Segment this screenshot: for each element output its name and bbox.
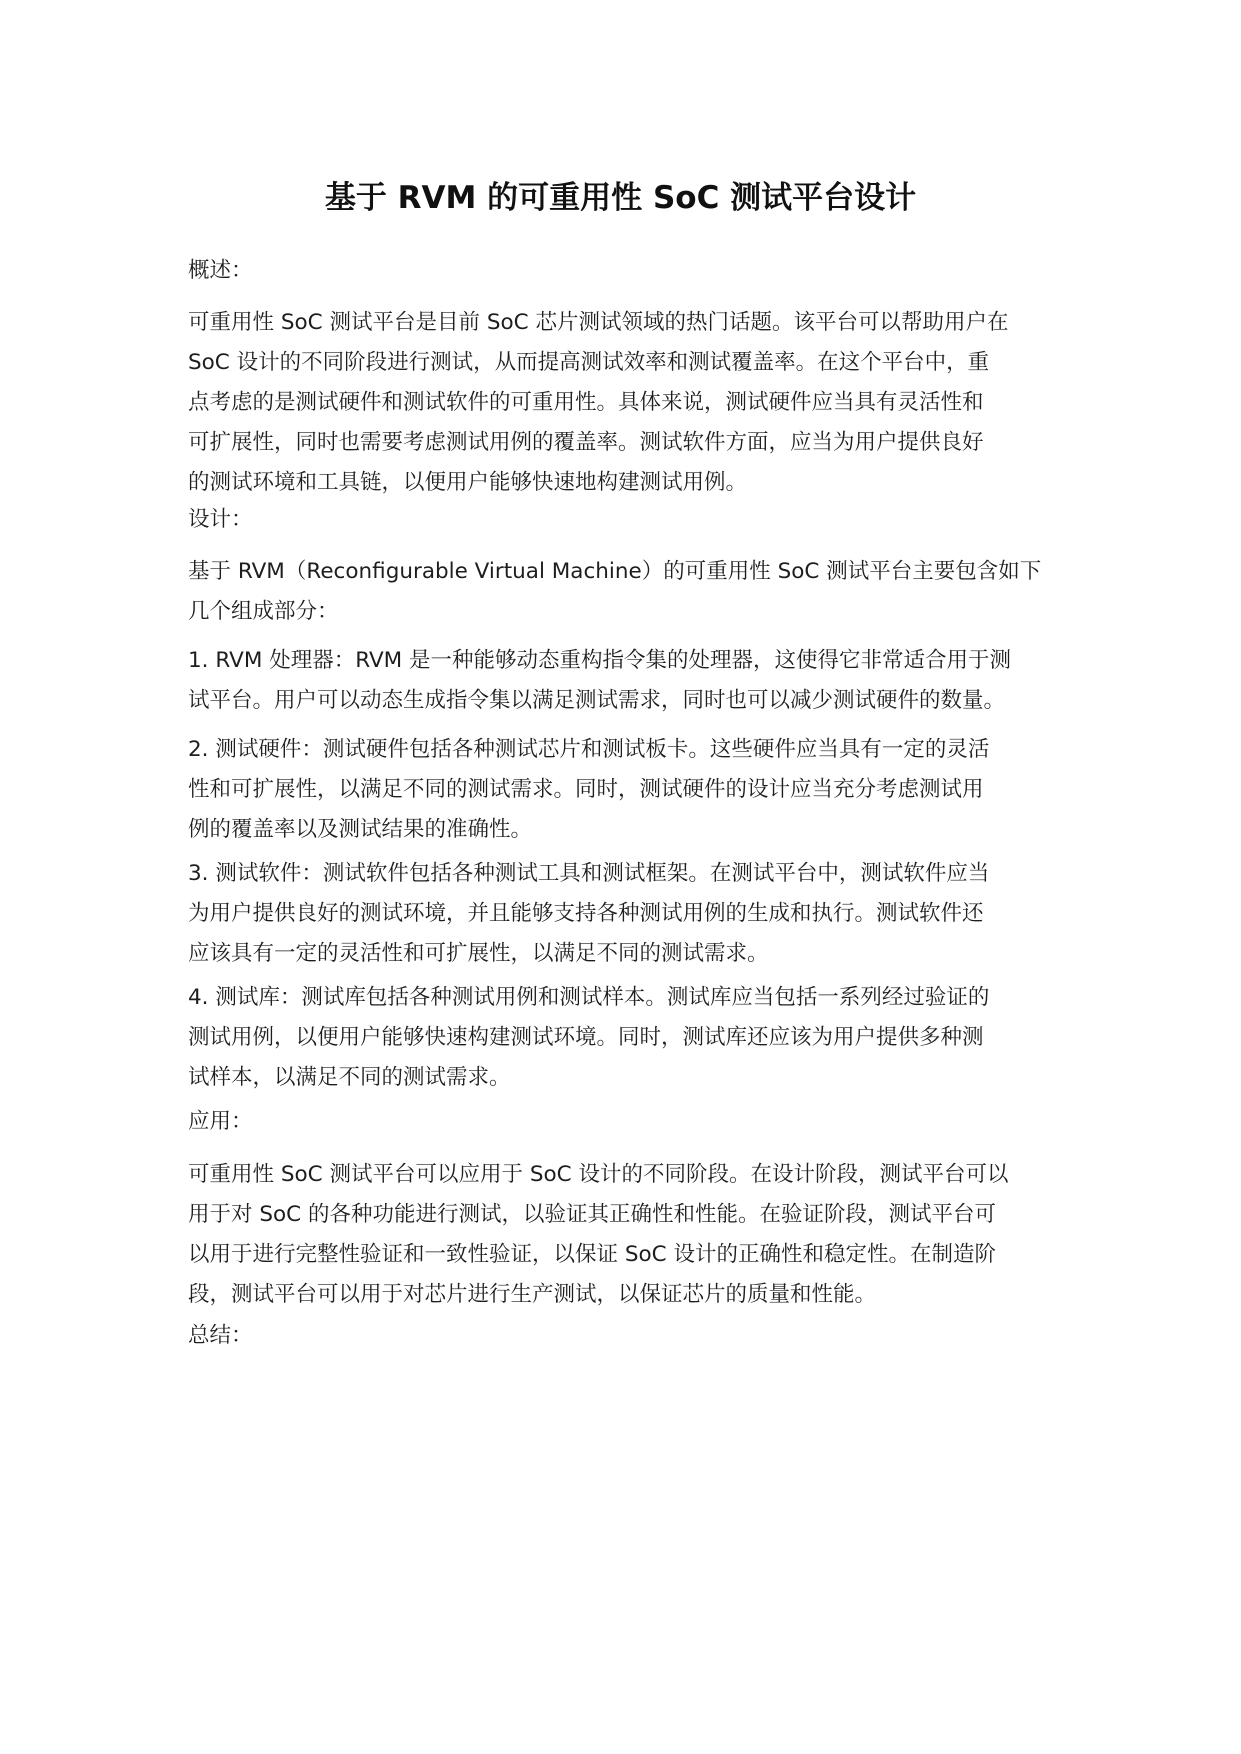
paragraph-line: 可重用性 SoC 测试平台是目前 SoC 芯片测试领域的热门话题。该平台可以帮助用户在: [188, 310, 1009, 335]
section-heading: 设计：: [188, 507, 253, 532]
paragraph-line: 几个组成部分：: [188, 599, 339, 624]
design-intro-paragraph: [188, 552, 1068, 632]
paragraph-line: 3. 测试软件：测试软件包括各种测试工具和测试框架。在测试平台中，测试软件应当: [188, 861, 990, 886]
paragraph-line: 试平台。用户可以动态生成指令集以满足测试需求，同时也可以减少测试硬件的数量。: [188, 688, 1006, 713]
design-item-1: [188, 641, 1068, 721]
paragraph-line: 段，测试平台可以用于对芯片进行生产测试，以保证芯片的质量和性能。: [188, 1282, 877, 1307]
paragraph-line: 试样本，以满足不同的测试需求。: [188, 1065, 511, 1090]
design-item-3: [188, 854, 1068, 974]
application-paragraph: [188, 1155, 1068, 1315]
application-heading: [188, 1102, 1068, 1142]
document-title: 基于 RVM 的可重用性 SoC 测试平台设计: [324, 180, 917, 216]
paragraph-line: 4. 测试库：测试库包括各种测试用例和测试样本。测试库应当包括一系列经过验证的: [188, 985, 990, 1010]
section-heading: 总结：: [188, 1323, 253, 1348]
overview-paragraph: [188, 303, 1068, 503]
paragraph-line: 应该具有一定的灵活性和可扩展性，以满足不同的测试需求。: [188, 941, 769, 966]
design-item-2: [188, 730, 1068, 850]
paragraph-line: 例的覆盖率以及测试结果的准确性。: [188, 817, 533, 842]
design-heading: [188, 500, 1068, 540]
paragraph-line: SoC 设计的不同阶段进行测试，从而提高测试效率和测试覆盖率。在这个平台中，重: [188, 350, 990, 375]
paragraph-line: 用于对 SoC 的各种功能进行测试，以验证其正确性和性能。在验证阶段，测试平台可: [188, 1202, 996, 1227]
paragraph-line: 以用于进行完整性验证和一致性验证，以保证 SoC 设计的正确性和稳定性。在制造阶: [188, 1242, 996, 1267]
overview-heading: [188, 251, 1068, 291]
paragraph-line: 1. RVM 处理器：RVM 是一种能够动态重构指令集的处理器，这使得它非常适合用于测: [188, 648, 1012, 673]
paragraph-line: 点考虑的是测试硬件和测试软件的可重用性。具体来说，测试硬件应当具有灵活性和: [188, 390, 984, 415]
design-item-4: [188, 978, 1068, 1098]
section-heading: 应用：: [188, 1109, 253, 1134]
summary-heading: [188, 1316, 1068, 1356]
paragraph-line: 可扩展性，同时也需要考虑测试用例的覆盖率。测试软件方面，应当为用户提供良好: [188, 430, 984, 455]
paragraph-line: 为用户提供良好的测试环境，并且能够支持各种测试用例的生成和执行。测试软件还: [188, 901, 984, 926]
section-heading: 概述：: [188, 258, 253, 283]
paragraph-line: 2. 测试硬件：测试硬件包括各种测试芯片和测试板卡。这些硬件应当具有一定的灵活: [188, 737, 990, 762]
paragraph-line: 基于 RVM（Reconfigurable Virtual Machine）的可重用性 SoC 测试平台主要包含如下: [188, 559, 1042, 584]
paragraph-line: 测试用例，以便用户能够快速构建测试环境。同时，测试库还应该为用户提供多种测: [188, 1025, 984, 1050]
paragraph-line: 的测试环境和工具链，以便用户能够快速地构建测试用例。: [188, 470, 748, 495]
paragraph-line: 性和可扩展性，以满足不同的测试需求。同时，测试硬件的设计应当充分考虑测试用: [188, 777, 984, 802]
paragraph-line: 可重用性 SoC 测试平台可以应用于 SoC 设计的不同阶段。在设计阶段，测试平台可以: [188, 1162, 1009, 1187]
